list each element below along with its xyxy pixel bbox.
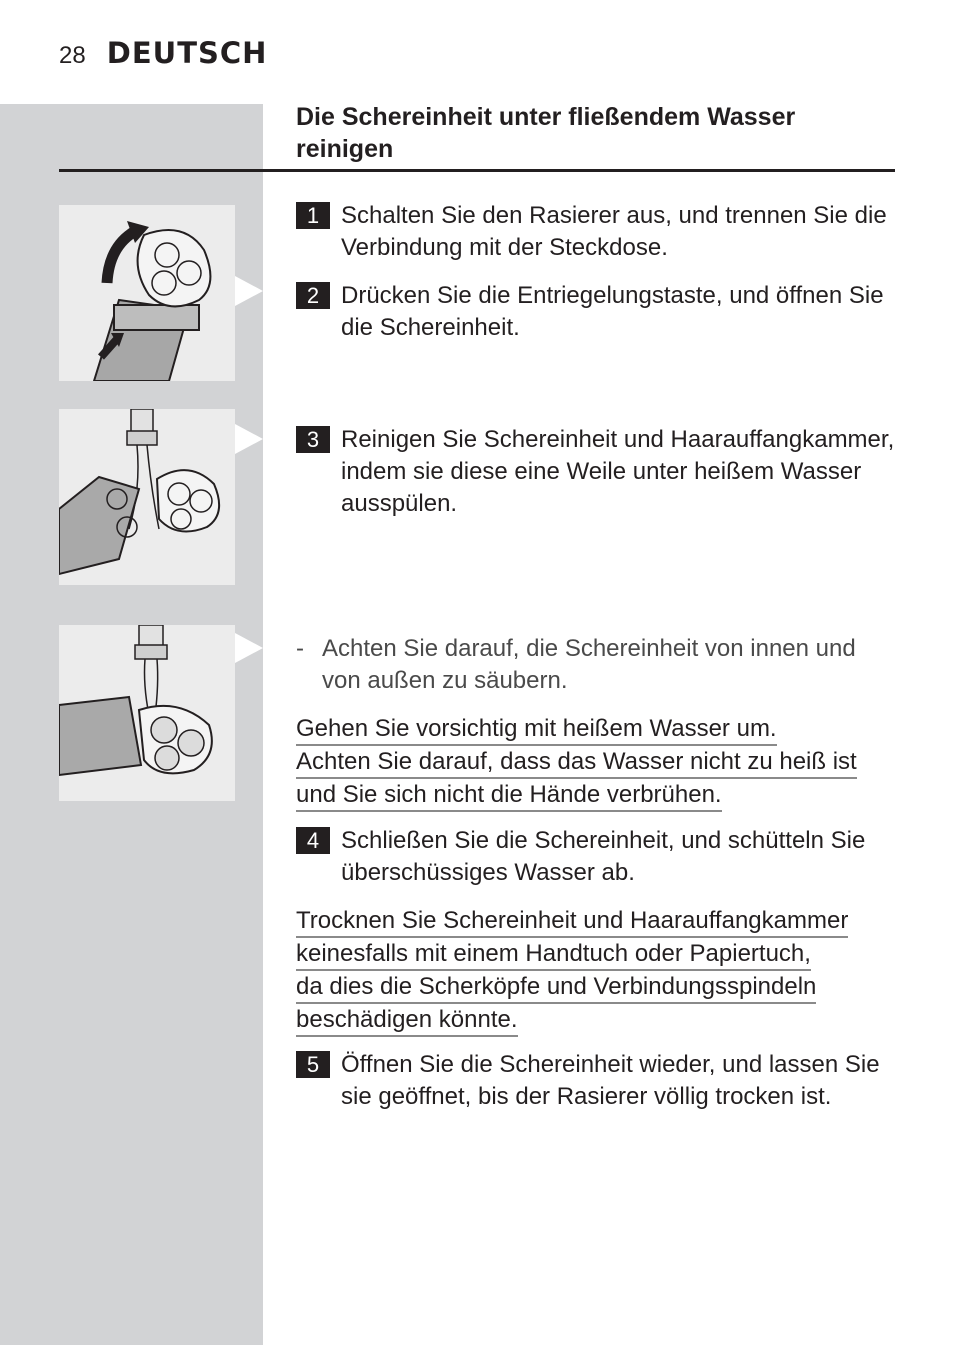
bullet-text: Achten Sie darauf, die Schereinheit von innen und von außen zu säubern.: [322, 635, 856, 694]
title-divider: [59, 169, 895, 172]
page-number: 28: [59, 42, 86, 69]
step-1: [296, 200, 896, 264]
page-title: Die Schereinheit unter fließendem Wasser reinigen: [296, 103, 796, 163]
step-3: [296, 424, 896, 520]
step-5: [296, 1049, 896, 1113]
section-title: DEUTSCH: [106, 36, 268, 70]
warning-line: Gehen Sie vorsichtig mit heißem Wasser um.: [296, 714, 777, 746]
warning-line: beschädigen könnte.: [296, 1005, 518, 1037]
step-text: Reinigen Sie Schereinheit und Haarauffangkammer, indem sie diese eine Weile unter heißem Wasser ausspülen.: [341, 426, 895, 517]
shaver-rinse-open-icon: [59, 409, 235, 585]
warning-line: und Sie sich nicht die Hände verbrühen.: [296, 780, 722, 812]
step-text: Schließen Sie die Schereinheit, und schütteln Sie überschüssiges Wasser ab.: [341, 827, 866, 886]
step-text: Schalten Sie den Rasierer aus, und trennen Sie die Verbindung mit der Steckdose.: [341, 202, 887, 261]
illustration-pointer: [235, 633, 263, 663]
illustration-pointer: [235, 424, 263, 454]
illustration-open-shaver: [59, 205, 235, 381]
shaver-rinse-closed-icon: [59, 625, 235, 801]
page-header: [59, 36, 267, 70]
step-text: Drücken Sie die Entriegelungstaste, und öffnen Sie die Schereinheit.: [341, 282, 884, 341]
illustration-rinse-open: [59, 409, 235, 585]
illustration-pointer: [235, 276, 263, 306]
step-4: [296, 825, 896, 889]
illustration-rinse-closed: [59, 625, 235, 801]
step-number-badge: 2: [296, 282, 330, 309]
shaver-open-head-icon: [59, 205, 235, 381]
step-number-badge: 3: [296, 426, 330, 453]
bullet-dash: -: [296, 635, 304, 662]
step-number-badge: 1: [296, 202, 330, 229]
step-number-badge: 4: [296, 827, 330, 854]
bullet-note: [296, 633, 896, 697]
warning-drying: [296, 905, 896, 1037]
warning-hot-water: [296, 713, 896, 812]
warning-line: Trocknen Sie Schereinheit und Haarauffangkammer: [296, 906, 848, 938]
step-number-badge: 5: [296, 1051, 330, 1078]
step-2: [296, 280, 896, 344]
step-text: Öffnen Sie die Schereinheit wieder, und lassen Sie sie geöffnet, bis der Rasierer völlig trocken ist.: [341, 1051, 880, 1110]
warning-line: keinesfalls mit einem Handtuch oder Papiertuch,: [296, 939, 811, 971]
warning-line: Achten Sie darauf, dass das Wasser nicht zu heiß ist: [296, 747, 857, 779]
warning-line: da dies die Scherköpfe und Verbindungsspindeln: [296, 972, 816, 1004]
